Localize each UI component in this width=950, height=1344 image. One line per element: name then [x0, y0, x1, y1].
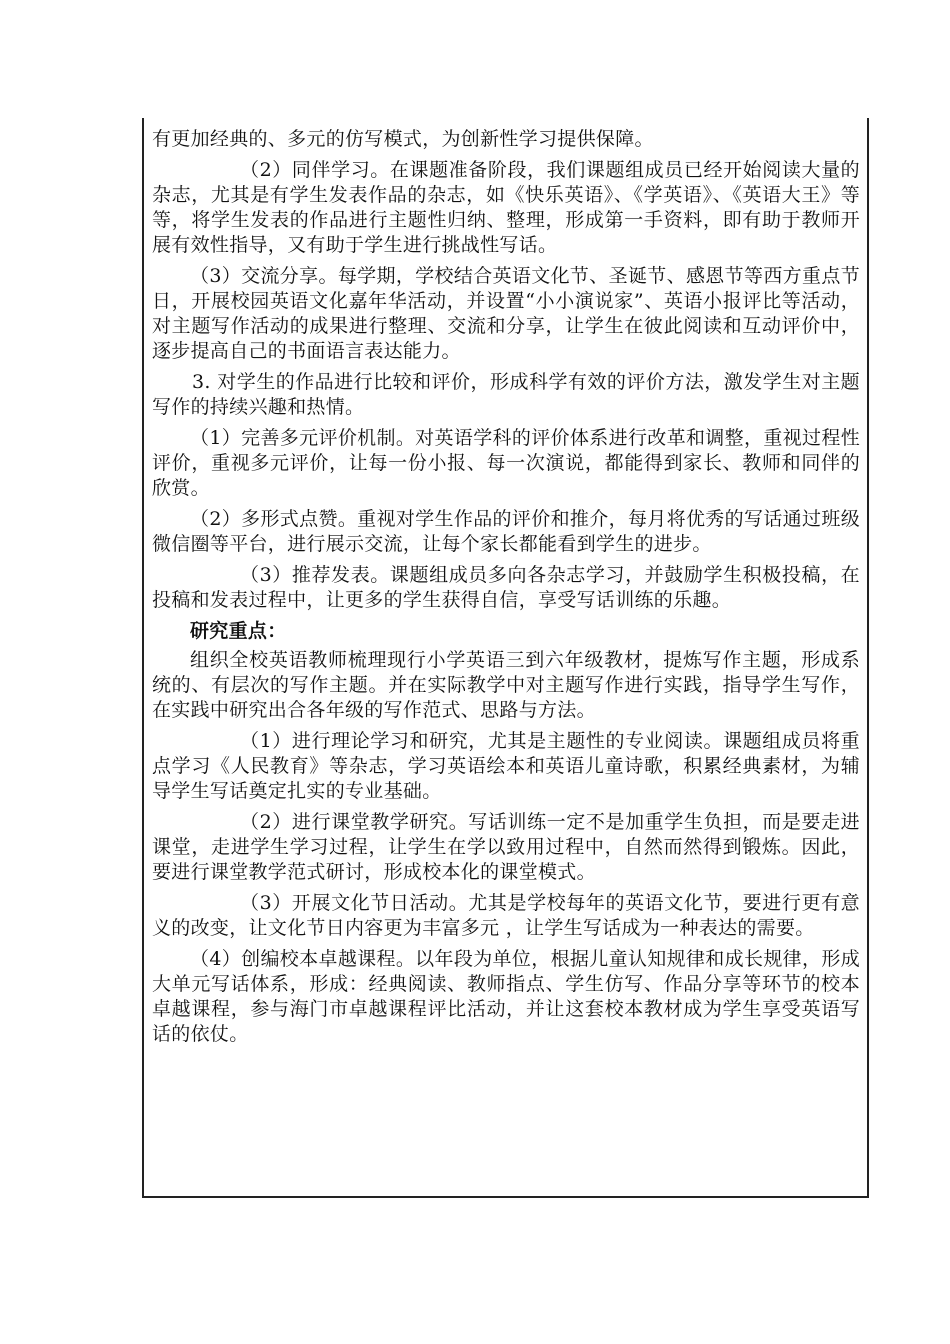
paragraph-research-overview: 组织全校英语教师梳理现行小学英语三到六年级教材，提炼写作主题，形成系统的、有层次的写作主题。并在实际教学中对主题写作进行实践，指导学生写作，在实践中研究出合各年级的写作范式、思路与方法。 — [152, 649, 860, 721]
paragraph-school-curriculum: （4）创编校本卓越课程。以年段为单位，根据儿童认知规律和成长规律，形成大单元写话体系，形成：经典阅读、教师指点、学生仿写、作品分享等环节的校本卓越课程，参与海门市卓越课程评比活动，并让这套校本教材成为学生享受英语写话的依仗。 — [152, 948, 860, 1045]
paragraph-multi-evaluation: （1）完善多元评价机制。对英语学科的评价体系进行改革和调整，重视过程性评价，重视多元评价，让每一份小报、每一次演说，都能得到家长、教师和同伴的欣赏。 — [152, 427, 860, 499]
paragraph-continuation: 有更加经典的、多元的仿写模式，为创新性学习提供保障。 — [152, 128, 654, 150]
paragraph-evaluation: 3. 对学生的作品进行比较和评价，形成科学有效的评价方法，激发学生对主题写作的持续兴趣和热情。 — [152, 371, 860, 418]
paragraph-peer-learning: （2）同伴学习。在课题准备阶段，我们课题组成员已经开始阅读大量的杂志，尤其是有学生发表作品的杂志，如《快乐英语》、《学英语》、《英语大王》等等，将学生发表的作品进行主题性归纳、整理，形成第一手资料，即有助于教师开展有效性指导，又有助于学生进行挑战性写话。 — [152, 159, 860, 256]
paragraph-recommend-publish: （3）推荐发表。课题组成员多向各杂志学习，并鼓励学生积极投稿，在投稿和发表过程中，让更多的学生获得自信，享受写话训练的乐趣。 — [152, 564, 860, 611]
paragraph-culture-festival: （3）开展文化节日活动。尤其是学校每年的英语文化节，要进行更有意义的改变，让文化节日内容更为丰富多元 ，让学生写话成为一种表达的需要。 — [152, 892, 860, 939]
paragraph-exchange-sharing: （3）交流分享。每学期，学校结合英语文化节、圣诞节、感恩节等西方重点节日，开展校园英语文化嘉年华活动，并设置“小小演说家”、英语小报评比等活动，对主题写作活动的成果进行整理、交流和分享，让学生在彼此阅读和互动评价中，逐步提高自己的书面语言表达能力。 — [152, 265, 860, 362]
paragraph-likes: （2）多形式点赞。重视对学生作品的评价和推介，每月将优秀的写话通过班级微信圈等平台，进行展示交流，让每个家长都能看到学生的进步。 — [152, 508, 860, 555]
section-heading-research-focus: 研究重点： — [190, 620, 287, 642]
paragraph-theory-study: （1）进行理论学习和研究，尤其是主题性的专业阅读。课题组成员将重点学习《人民教育》等杂志，学习英语绘本和英语儿童诗歌，积累经典素材，为辅导学生写话奠定扎实的专业基础。 — [152, 730, 860, 802]
paragraph-classroom-research: （2）进行课堂教学研究。写话训练一定不是加重学生负担，而是要走进课堂，走进学生学习过程，让学生在学以致用过程中，自然而然得到锻炼。因此，要进行课堂教学范式研讨，形成校本化的课堂模式。 — [152, 811, 860, 883]
document-body — [152, 127, 860, 1053]
